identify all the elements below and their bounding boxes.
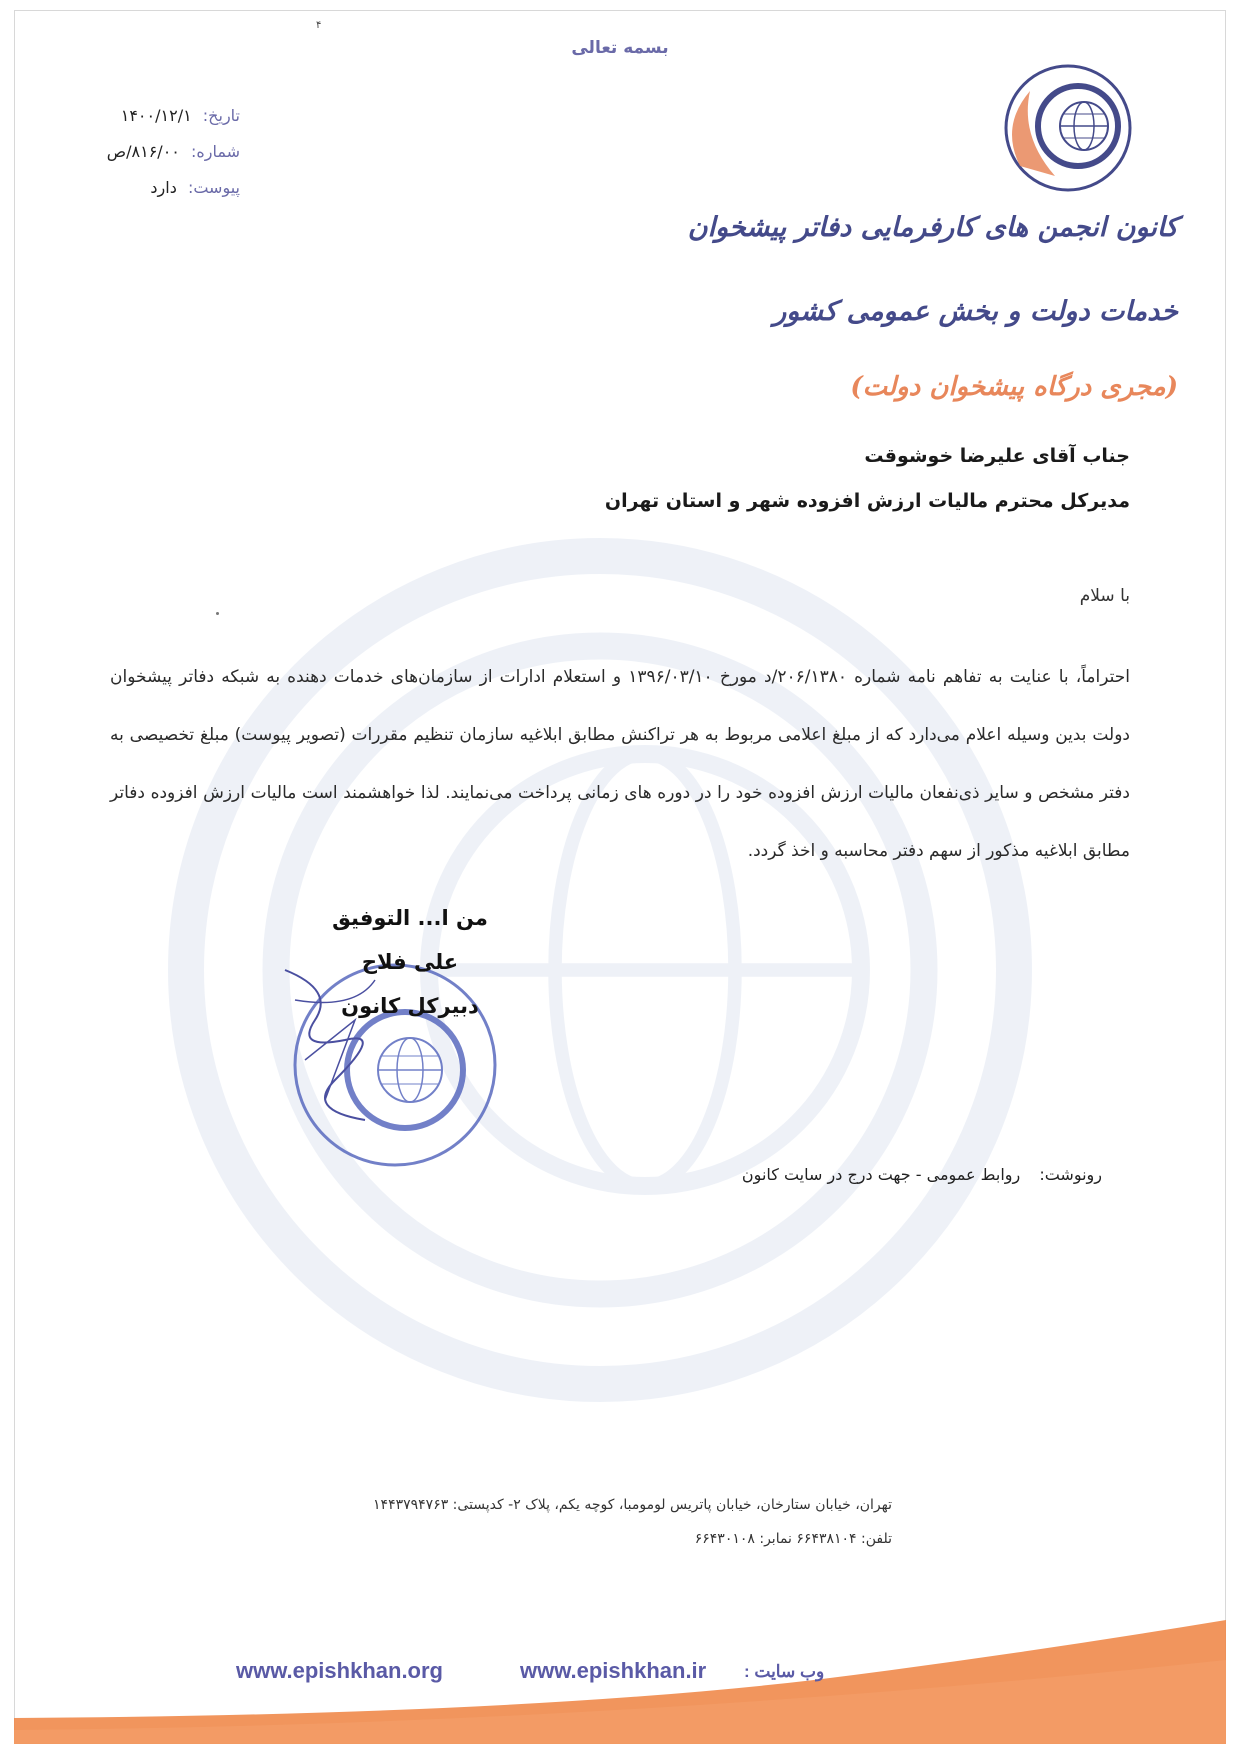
letter-meta [80, 98, 240, 206]
attachment-label: پیوست: [187, 178, 240, 197]
letter-body-paragraph: احتراماً، با عنایت به تفاهم نامه شماره ۲۰۶/۱۳۸۰/د مورخ ۱۳۹۶/۰۳/۱۰ و استعلام ادارات از سازمان‌های خدمات دهنده به شبکه دفاتر پیشخوان دولت بدین وسیله اعلام می‌دارد که از مبلغ اعلامی مربوط به هر تراکنش مطابق ابلاغیه سازمان تنظیم مقررات (تصویر پیوست) مبلغ تخصیصی به دفتر مشخص و سایر ذی‌نفعان مالیات ارزش افزوده خود را در دوره های زمانی پرداخت می‌نمایند. لذا خواهشمند است مالیات ارزش افزوده دفاتر مطابق ابلاغیه مذکور از سهم دفتر محاسبه و اخذ گردد. [110, 667, 1130, 861]
number-value: ۸۱۶/۰۰/ص [106, 142, 180, 161]
website-org-link[interactable]: www.epishkhan.org [236, 1658, 443, 1683]
number-label: شماره: [190, 142, 240, 161]
organization-name-line3: (مجری درگاه پیشخوان دولت) [850, 372, 1178, 402]
recipient-name: جناب آقای علیرضا خوشوقت [864, 445, 1130, 467]
speck [216, 612, 219, 615]
recipient-title: مدیرکل محترم مالیات ارزش افزوده شهر و استان تهران [604, 490, 1130, 512]
letter-body [110, 648, 1130, 880]
signature-closing: من ا... التوفیق [332, 906, 488, 930]
date-value: ۱۴۰۰/۱۲/۱ [120, 106, 192, 125]
greeting: با سلام [1079, 586, 1130, 606]
website-label: وب سایت : [744, 1662, 825, 1681]
number-row [80, 134, 240, 170]
organization-name-line1: کانون انجمن های کارفرمایی دفاتر پیشخوان [687, 212, 1178, 243]
signature-name: علی فلاح [361, 950, 459, 974]
organization-logo [960, 56, 1160, 206]
signature-block [310, 896, 510, 1028]
cc-label: رونوشت: [1039, 1165, 1102, 1184]
corner-mark: ۴ [316, 20, 322, 31]
date-label: تاریخ: [202, 106, 240, 125]
attachment-row [80, 170, 240, 206]
organization-name-line2: خدمات دولت و بخش عمومی کشور [773, 296, 1178, 327]
carbon-copy [742, 1165, 1102, 1184]
phone-fax-line: تلفن: ۶۶۴۳۸۱۰۴ نمابر: ۶۶۴۳۰۱۰۸ [694, 1531, 892, 1547]
footer-links [0, 1652, 1240, 1692]
bismillah-heading: بسمه تعالی [571, 38, 669, 58]
website-ir-link[interactable]: www.epishkhan.ir [520, 1658, 707, 1683]
attachment-value: دارد [150, 178, 177, 197]
date-row [80, 98, 240, 134]
signature-position: دبیرکل کانون [341, 994, 479, 1018]
cc-value: روابط عمومی - جهت درج در سایت کانون [741, 1165, 1021, 1184]
address-block [373, 1488, 892, 1556]
address-line: تهران، خیابان ستارخان، خیابان پاتریس لومومبا، کوچه یکم، پلاک ۲- کدپستی: ۱۴۴۳۷۹۴۷۶۳ [373, 1497, 892, 1513]
